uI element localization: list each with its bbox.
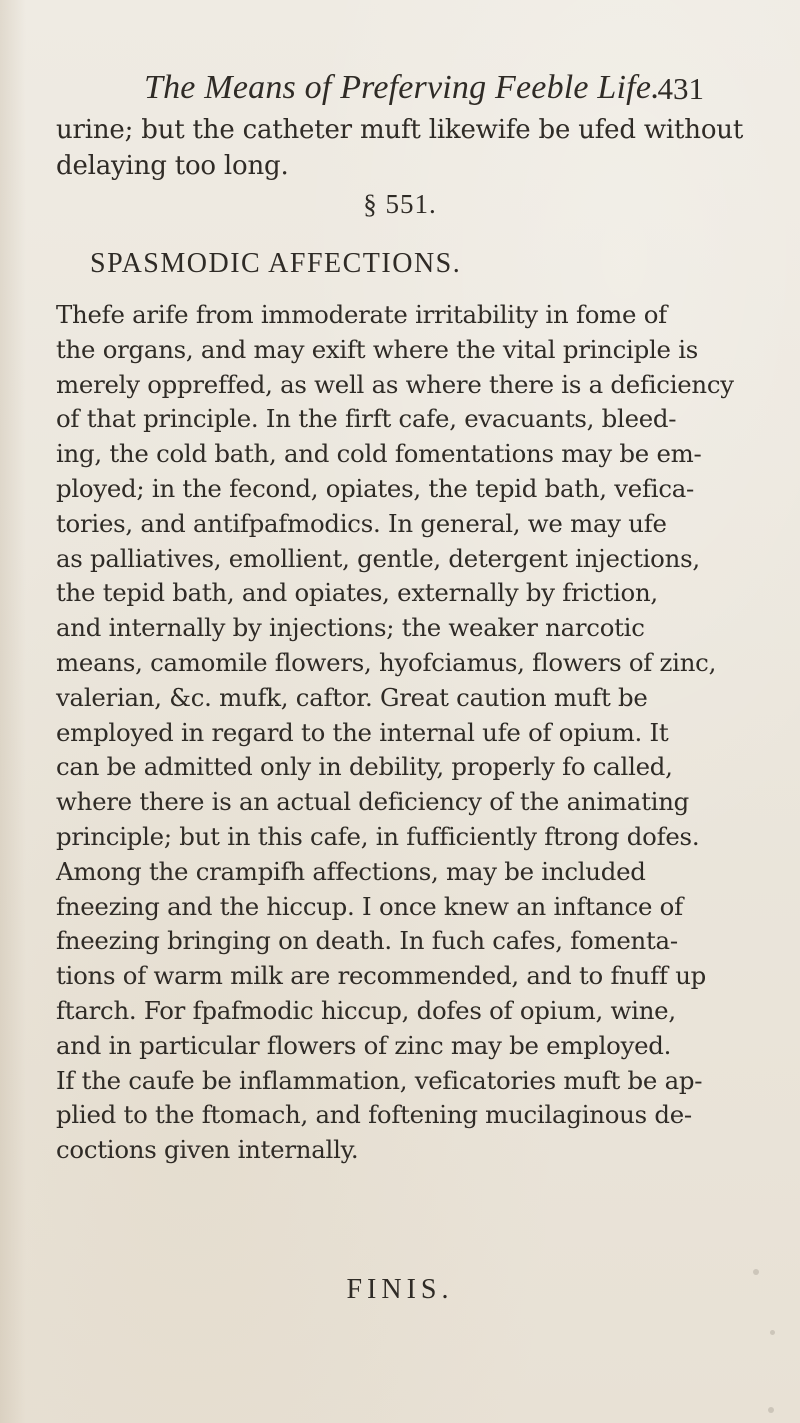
page-number: 431 [657, 71, 704, 106]
page-header [144, 68, 704, 118]
section-number: § 551. [363, 189, 437, 219]
finis-mark: FINIS. [346, 1274, 454, 1305]
opening-continuation-text: urine; but the catheter muft likewife be ufed without delaying too long. [56, 115, 744, 181]
paper-speck [768, 1407, 774, 1413]
paragraph-1: Thefe arife from immoderate irritability in fome of the organs, and may exift where the vital principle is merely oppreffed, as well as where there is a deficiency of that principle. In the firft cafe, evacuants, bleed- ing, the cold bath, and cold fomentations may be em- ployed; in the fecond, opiates, the tepid bath, vefica- tories, and antifpafmodics. In general, we may ufe as palliatives, emollient, gentle, detergent injections, the tepid bath, and opiates, externally by friction, and internally by injections; the weaker narcotic means, camomile flowers, hyofciamus, flowers of zinc, valerian, &c. mufk, caftor. Great caution muft be employed in regard to the internal ufe of opium. It can be admitted only in debility, properly fo called, where there is an actual deficiency of the animating principle; but in this cafe, in fufficiently ftrong dofes. [56, 300, 734, 851]
paper-speck [753, 1269, 759, 1275]
running-title: The Means of Preferving Feeble Life. [144, 69, 660, 106]
section-heading: SPASMODIC AFFECTIONS. [90, 248, 462, 279]
paper-speck [770, 1330, 775, 1335]
body-text [56, 298, 764, 1168]
paragraph-2: Among the crampifh affections, may be included fneezing and the hiccup. I once knew an inftance of fneezing bringing on death. In fuch cafes, fomenta- tions of warm milk are recommended, and to fnuff up ftarch. For fpafmodic hiccup, dofes of opium, wine, and in particular flowers of zinc may be employed. If the caufe be inflammation, veficatories muft be ap- plied to the ftomach, and foftening mucilaginous de- coctions given internally. [56, 856, 707, 1165]
